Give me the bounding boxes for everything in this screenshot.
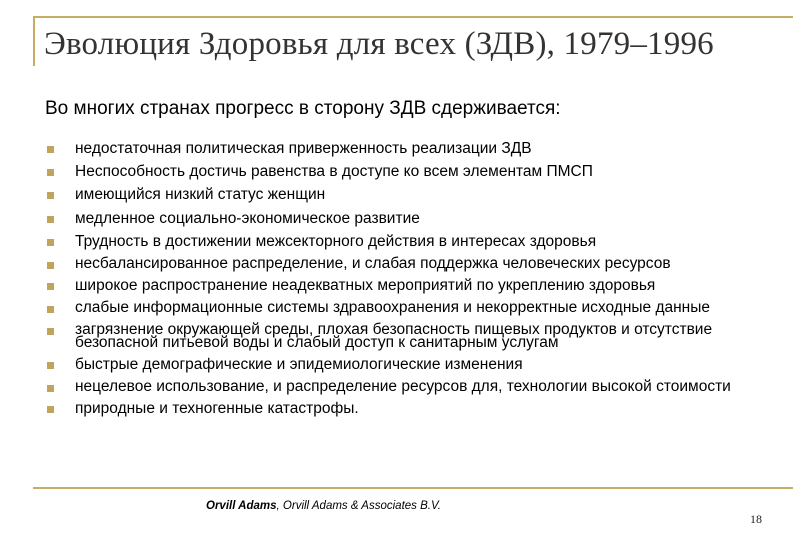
square-bullet-icon (47, 306, 54, 313)
list-item-text: несбалансированное распределение, и слабая поддержка человеческих ресурсов (75, 254, 671, 272)
list-item (45, 377, 785, 395)
square-bullet-icon (47, 283, 54, 290)
square-bullet-icon (47, 169, 54, 176)
list-item (45, 234, 785, 249)
title-frame-top-line (33, 16, 793, 18)
list-item (45, 164, 785, 179)
list-item (45, 278, 785, 293)
square-bullet-icon (47, 385, 54, 392)
list-item-text: имеющийся низкий статус женщин (75, 186, 326, 204)
list-item (45, 254, 785, 272)
list-item (45, 357, 785, 372)
list-item-text: Неспособность достичь равенства в доступе ко всем элементам ПМСП (75, 163, 593, 181)
footer-attribution (206, 500, 441, 512)
slide-title: Эволюция Здоровья для всех (ЗДВ), 1979–1996 (44, 26, 714, 62)
list-item (45, 299, 785, 317)
list-item-text: природные и техногенные катастрофы. (75, 400, 359, 418)
list-item (45, 187, 785, 202)
square-bullet-icon (47, 192, 54, 199)
slide-subtitle: Во многих странах прогресс в сторону ЗДВ сдерживается: (45, 98, 561, 119)
list-item-text: быстрые демографические и эпидемиологические изменения (75, 355, 523, 373)
bullet-list (45, 141, 785, 424)
title-frame-left-line (33, 16, 35, 66)
list-item (45, 141, 785, 156)
footer-author-name: Orvill Adams (206, 500, 277, 512)
square-bullet-icon (47, 239, 54, 246)
square-bullet-icon (47, 362, 54, 369)
square-bullet-icon (47, 328, 54, 335)
list-item-text: слабые информационные системы здравоохранения и некорректные исходные данные (75, 299, 711, 317)
page-number: 18 (750, 512, 762, 526)
list-item (45, 211, 785, 226)
list-item (45, 320, 785, 351)
footer-author-company: , Orvill Adams & Associates B.V. (276, 500, 441, 512)
list-item-text: широкое распространение неадекватных мероприятий по укреплению здоровья (75, 277, 656, 295)
list-item-text: Трудность в достижении межсекторного действия в интересах здоровья (75, 232, 597, 250)
footer-divider (33, 487, 793, 489)
square-bullet-icon (47, 262, 54, 269)
list-item (45, 401, 785, 416)
list-item-text: загрязнение окружающей среды, плохая безопасность пищевых продуктов и отсутствие безопасной питьевой воды и слабый доступ к санитарным услугам (75, 320, 713, 351)
square-bullet-icon (47, 216, 54, 223)
list-item-text: недостаточная политическая приверженность реализации ЗДВ (75, 140, 532, 157)
list-item-text: нецелевое использование, и распределение ресурсов для, технологии высокой стоимости (75, 377, 731, 395)
square-bullet-icon (47, 406, 54, 413)
square-bullet-icon (47, 146, 54, 153)
list-item-text: медленное социально-экономическое развитие (75, 209, 420, 227)
